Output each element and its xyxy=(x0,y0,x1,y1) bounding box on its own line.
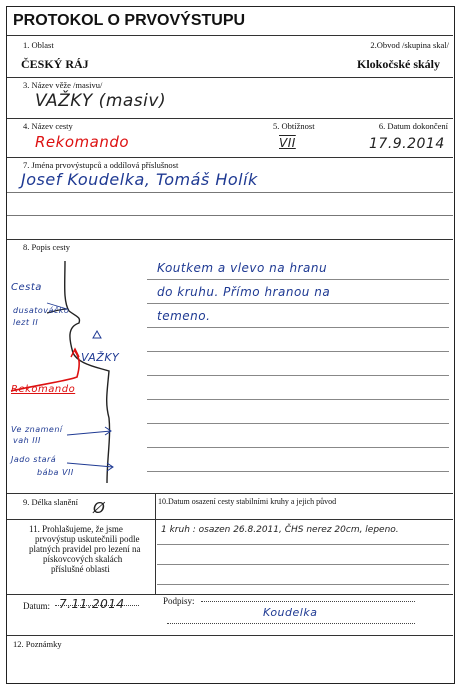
obtiznost-label: 5. Obtížnost xyxy=(273,121,315,131)
datum-dokonceni-value: 17.9.2014 xyxy=(369,136,445,152)
ruled-line xyxy=(7,192,453,193)
sketch-vah: vah III xyxy=(13,436,41,445)
sketch-baba: bába VII xyxy=(37,468,74,477)
divider xyxy=(7,239,453,240)
obvod-label: 2.Obvod /skupina skal/ xyxy=(370,40,449,50)
divider xyxy=(7,493,453,494)
divider xyxy=(7,35,453,36)
form-title: PROTOKOL O PRVOVÝSTUPU xyxy=(13,12,246,29)
podpis-signature: Koudelka xyxy=(263,606,318,619)
ruled-line xyxy=(147,471,449,472)
ruled-line xyxy=(147,375,449,376)
ruled-line xyxy=(147,399,449,400)
divider xyxy=(7,594,453,595)
podpisy-label: Podpisy: xyxy=(163,596,195,606)
obvod-value: Klokočské skály xyxy=(356,57,440,71)
slaneni-value: Ø xyxy=(93,499,106,517)
divider xyxy=(7,77,453,78)
ruled-line xyxy=(147,303,449,304)
prohlaseni-4: pískovcových skalách xyxy=(43,554,123,564)
datum-dokonceni-label: 6. Datum dokončení xyxy=(378,121,448,131)
protocol-form xyxy=(6,6,455,684)
popis-line-3: temeno. xyxy=(157,309,211,323)
ruled-line xyxy=(147,423,449,424)
vez-value: VAŽKY (masiv) xyxy=(35,91,167,111)
datum-label: Datum: xyxy=(23,601,50,611)
ruled-line xyxy=(147,279,449,280)
sketch-lezt: lezt II xyxy=(13,318,39,327)
divider xyxy=(7,118,453,119)
vez-label: 3. Název věže /masivu/ xyxy=(23,80,103,90)
prohlaseni-1: 11. Prohlašujeme, že jsme xyxy=(29,524,123,534)
nazev-cesty-value: Rekomando xyxy=(35,133,130,151)
obtiznost-value: VII xyxy=(279,136,296,150)
oblast-value: ČESKÝ RÁJ xyxy=(21,57,89,71)
prohlaseni-5: příslušné oblasti xyxy=(51,564,110,574)
popis-label: 8. Popis cesty xyxy=(23,242,70,252)
sketch-vazky: VAŽKY xyxy=(81,351,120,364)
ruled-line xyxy=(7,215,453,216)
sketch-jado: Jado stará xyxy=(11,455,57,464)
nazev-cesty-label: 4. Název cesty xyxy=(23,121,73,131)
ruled-line xyxy=(157,584,449,585)
ruled-line xyxy=(147,327,449,328)
prohlaseni-3: platných pravidel pro lezení na xyxy=(29,544,141,554)
ruled-line xyxy=(157,544,449,545)
sketch-cesta: Cesta xyxy=(11,282,42,293)
sketch-rekomando: Rekomando xyxy=(11,384,76,395)
divider xyxy=(7,519,453,520)
popis-line-2: do kruhu. Přímo hranou na xyxy=(157,285,331,299)
jmena-label: 7. Jména prvovýstupců a oddílová příslušnost xyxy=(23,160,179,170)
popis-line-1: Koutkem a vlevo na hranu xyxy=(157,261,328,275)
datum-value: 7.11.2014 xyxy=(59,597,125,611)
ruled-line xyxy=(157,564,449,565)
podpisy-dots-1 xyxy=(201,601,415,602)
divider xyxy=(7,635,453,636)
slaneni-label: 9. Délka slanění xyxy=(23,497,78,507)
osazeni-value: 1 kruh : osazen 26.8.2011, ČHS nerez 20cm, lepeno. xyxy=(161,525,399,535)
ruled-line xyxy=(147,351,449,352)
ruled-line xyxy=(147,447,449,448)
divider xyxy=(7,157,453,158)
podpisy-dots-2 xyxy=(167,623,415,624)
sketch-dusatko: dusatováčko xyxy=(13,306,70,315)
sketch-ve-znameni: Ve znamení xyxy=(11,425,63,434)
jmena-value: Josef Koudelka, Tomáš Holík xyxy=(21,170,258,189)
prohlaseni-2: prvovýstup uskutečnili podle xyxy=(35,534,140,544)
poznamky-label: 12. Poznámky xyxy=(13,639,62,649)
oblast-label: 1. Oblast xyxy=(23,40,54,50)
osazeni-label: 10.Datum osazení cesty stabilními kruhy a jejich původ xyxy=(158,497,337,506)
divider xyxy=(155,493,156,594)
